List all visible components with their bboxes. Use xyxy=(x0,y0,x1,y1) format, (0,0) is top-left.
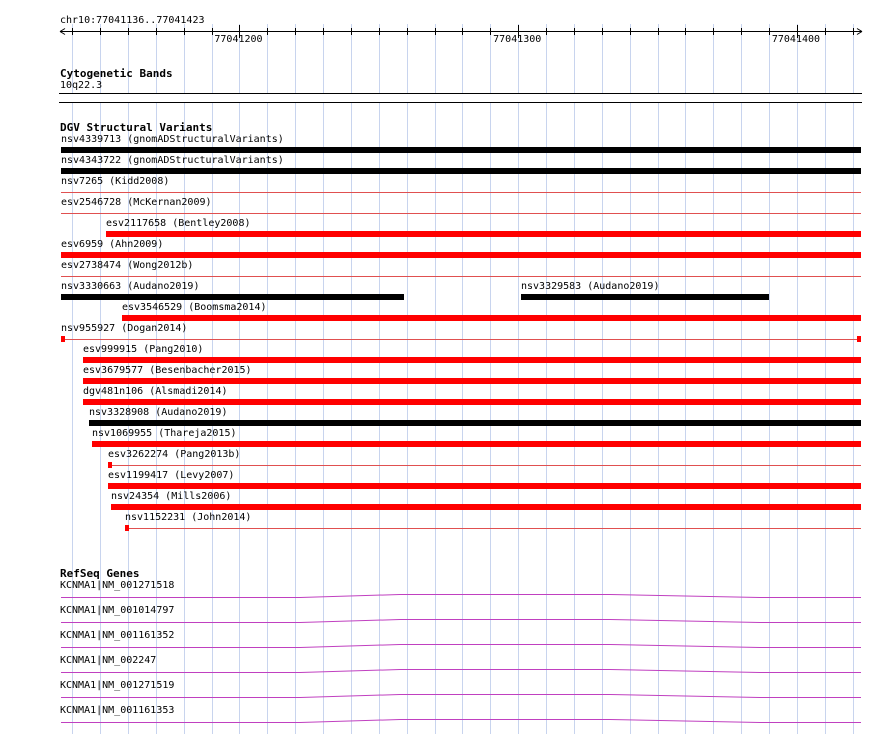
refseq-transcript-label: KCNMA1|NM_001014797 xyxy=(60,605,175,616)
dgv-feature-label: nsv7265 (Kidd2008) xyxy=(61,176,170,187)
dgv-feature-endmark xyxy=(125,525,129,531)
dgv-feature-label: nsv3329583 (Audano2019) xyxy=(521,281,660,292)
dgv-feature-label: esv3262274 (Pang2013b) xyxy=(108,449,241,460)
refseq-intron-line[interactable] xyxy=(0,715,890,725)
refseq-intron-line[interactable] xyxy=(0,690,890,700)
dgv-feature-bar[interactable] xyxy=(92,441,861,447)
cytoband-bar[interactable] xyxy=(59,93,862,103)
dgv-feature-label: nsv4339713 (gnomADStructuralVariants) xyxy=(61,134,284,145)
ruler-tick-label: 77041200 xyxy=(214,34,263,45)
dgv-feature-bar[interactable] xyxy=(106,231,861,237)
dgv-feature-label: nsv24354 (Mills2006) xyxy=(111,491,232,502)
dgv-feature-label: esv3679577 (Besenbacher2015) xyxy=(83,365,252,376)
dgv-feature-bar[interactable] xyxy=(61,294,404,300)
dgv-feature-bar[interactable] xyxy=(83,357,861,363)
dgv-feature-label: nsv3328908 (Audano2019) xyxy=(89,407,228,418)
dgv-feature-label: esv999915 (Pang2010) xyxy=(83,344,204,355)
dgv-feature-label: nsv4343722 (gnomADStructuralVariants) xyxy=(61,155,284,166)
dgv-track-title: DGV Structural Variants xyxy=(60,121,213,134)
dgv-feature-label: nsv3330663 (Audano2019) xyxy=(61,281,200,292)
refseq-intron-line[interactable] xyxy=(0,665,890,675)
dgv-feature-bar[interactable] xyxy=(61,192,861,193)
refseq-transcript-label: KCNMA1|NM_001271518 xyxy=(60,580,175,591)
refseq-transcript-label: KCNMA1|NM_001161352 xyxy=(60,630,175,641)
dgv-feature-endmark xyxy=(61,336,65,342)
refseq-transcript-label: KCNMA1|NM_001161353 xyxy=(60,705,175,716)
dgv-feature-bar[interactable] xyxy=(61,168,861,174)
dgv-feature-bar[interactable] xyxy=(89,420,861,426)
dgv-feature-label: nsv1152231 (John2014) xyxy=(125,512,252,523)
dgv-feature-label: esv2546728 (McKernan2009) xyxy=(61,197,212,208)
refseq-intron-line[interactable] xyxy=(0,615,890,625)
ruler-tick-label: 77041300 xyxy=(493,34,542,45)
cytoband-track-title: Cytogenetic Bands xyxy=(60,67,173,80)
dgv-feature-label: nsv1069955 (Thareja2015) xyxy=(92,428,237,439)
dgv-feature-bar[interactable] xyxy=(122,315,861,321)
dgv-feature-endmark xyxy=(857,336,861,342)
dgv-feature-bar[interactable] xyxy=(61,147,861,153)
ruler-tick-label: 77041400 xyxy=(771,34,821,45)
dgv-feature-label: esv6959 (Ahn2009) xyxy=(61,239,164,250)
dgv-feature-bar[interactable] xyxy=(521,294,769,300)
dgv-feature-label: dgv481n106 (Alsmadi2014) xyxy=(83,386,228,397)
refseq-track-title: RefSeq Genes xyxy=(60,567,140,580)
cytoband-label: 10q22.3 xyxy=(60,80,103,91)
dgv-feature-bar[interactable] xyxy=(111,504,861,510)
dgv-feature-bar[interactable] xyxy=(61,276,861,277)
ruler xyxy=(0,0,890,50)
refseq-transcript-label: KCNMA1|NM_002247 xyxy=(60,655,157,666)
refseq-intron-line[interactable] xyxy=(0,640,890,650)
dgv-feature-bar[interactable] xyxy=(125,528,861,529)
dgv-feature-endmark xyxy=(108,462,112,468)
dgv-feature-bar[interactable] xyxy=(61,252,861,258)
refseq-transcript-label: KCNMA1|NM_001271519 xyxy=(60,680,175,691)
dgv-feature-bar[interactable] xyxy=(83,399,861,405)
dgv-feature-bar[interactable] xyxy=(83,378,861,384)
dgv-feature-label: esv2738474 (Wong2012b) xyxy=(61,260,194,271)
dgv-feature-bar[interactable] xyxy=(108,483,861,489)
dgv-feature-label: esv3546529 (Boomsma2014) xyxy=(122,302,267,313)
refseq-intron-line[interactable] xyxy=(0,590,890,600)
dgv-feature-label: nsv955927 (Dogan2014) xyxy=(61,323,188,334)
region-label: chr10:77041136..77041423 xyxy=(60,15,205,26)
dgv-feature-label: esv1199417 (Levy2007) xyxy=(108,470,235,481)
dgv-feature-bar[interactable] xyxy=(61,339,861,340)
dgv-feature-label: esv2117658 (Bentley2008) xyxy=(106,218,251,229)
dgv-feature-bar[interactable] xyxy=(61,213,861,214)
dgv-feature-bar[interactable] xyxy=(108,465,861,466)
